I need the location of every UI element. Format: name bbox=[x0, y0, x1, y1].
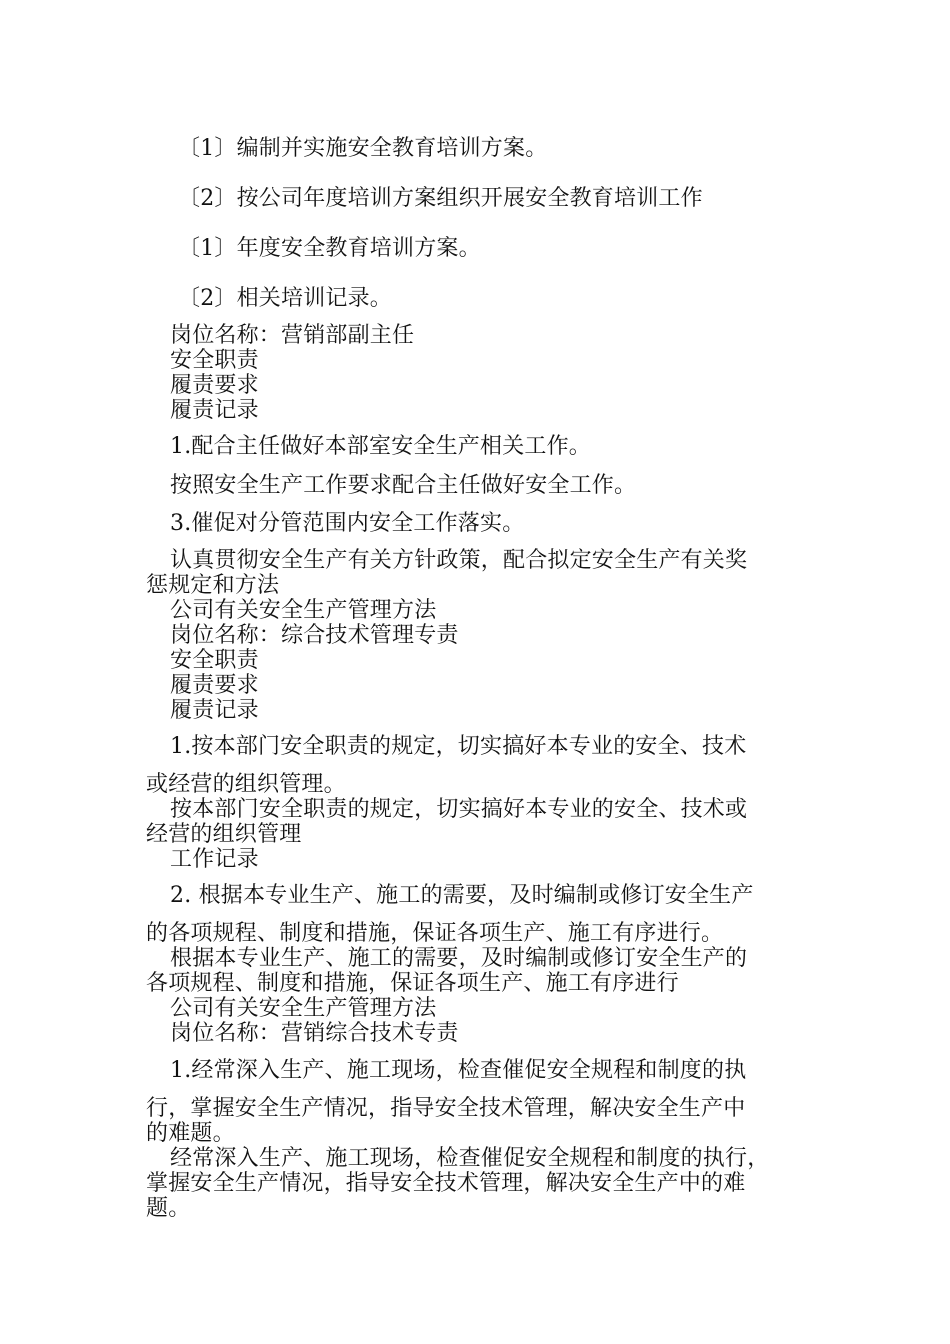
text-line: 1.按本部门安全职责的规定，切实搞好本专业的安全、技术 bbox=[170, 734, 747, 759]
text-line: 3.催促对分管范围内安全工作落实。 bbox=[170, 511, 525, 536]
text-line: 经常深入生产、施工现场，检查催促安全规程和制度的执行， bbox=[170, 1146, 770, 1171]
text-line: 公司有关安全生产管理方法 bbox=[170, 996, 437, 1021]
text-line: 掌握安全生产情况，指导安全技术管理，解决安全生产中的难 bbox=[146, 1171, 746, 1196]
text-line: 或经营的组织管理。 bbox=[146, 772, 346, 797]
text-line: 各项规程、制度和措施，保证各项生产、施工有序进行 bbox=[146, 971, 679, 996]
text-line: 根据本专业生产、施工的需要，及时编制或修订安全生产的 bbox=[170, 946, 748, 971]
position-title: 岗位名称：综合技术管理专责 bbox=[170, 623, 459, 648]
column-header: 安全职责 bbox=[170, 348, 259, 373]
text-line: 1.配合主任做好本部室安全生产相关工作。 bbox=[170, 434, 591, 459]
column-header: 安全职责 bbox=[170, 648, 259, 673]
text-line: 按照安全生产工作要求配合主任做好安全工作。 bbox=[170, 473, 637, 498]
text-line: 工作记录 bbox=[170, 847, 259, 872]
text-line: 1.经常深入生产、施工现场，检查催促安全规程和制度的执 bbox=[170, 1058, 747, 1083]
text-line: 2. 根据本专业生产、施工的需要，及时编制或修订安全生产 bbox=[170, 883, 754, 908]
column-header: 履责要求 bbox=[170, 673, 259, 698]
text-line: 的各项规程、制度和措施，保证各项生产、施工有序进行。 bbox=[146, 921, 724, 946]
text-line: 的难题。 bbox=[146, 1121, 235, 1146]
text-line: 按本部门安全职责的规定，切实搞好本专业的安全、技术或 bbox=[170, 797, 748, 822]
position-title: 岗位名称：营销综合技术专责 bbox=[170, 1021, 459, 1046]
position-title: 岗位名称：营销部副主任 bbox=[170, 323, 415, 348]
text-line: 经营的组织管理 bbox=[146, 822, 302, 847]
text-line: 公司有关安全生产管理方法 bbox=[170, 598, 437, 623]
text-line: 〔1〕年度安全教育培训方案。 bbox=[178, 236, 481, 261]
text-line: 〔2〕相关培训记录。 bbox=[178, 286, 392, 311]
text-line: 行，掌握安全生产情况，指导安全技术管理，解决安全生产中 bbox=[146, 1096, 746, 1121]
column-header: 履责记录 bbox=[170, 398, 259, 423]
text-line: 〔2〕按公司年度培训方案组织开展安全教育培训工作 bbox=[178, 186, 703, 211]
column-header: 履责记录 bbox=[170, 698, 259, 723]
text-line: 惩规定和方法 bbox=[146, 573, 280, 598]
text-line: 〔1〕编制并实施安全教育培训方案。 bbox=[178, 136, 548, 161]
text-line: 认真贯彻安全生产有关方针政策，配合拟定安全生产有关奖 bbox=[170, 548, 748, 573]
column-header: 履责要求 bbox=[170, 373, 259, 398]
text-line: 题。 bbox=[146, 1196, 191, 1221]
